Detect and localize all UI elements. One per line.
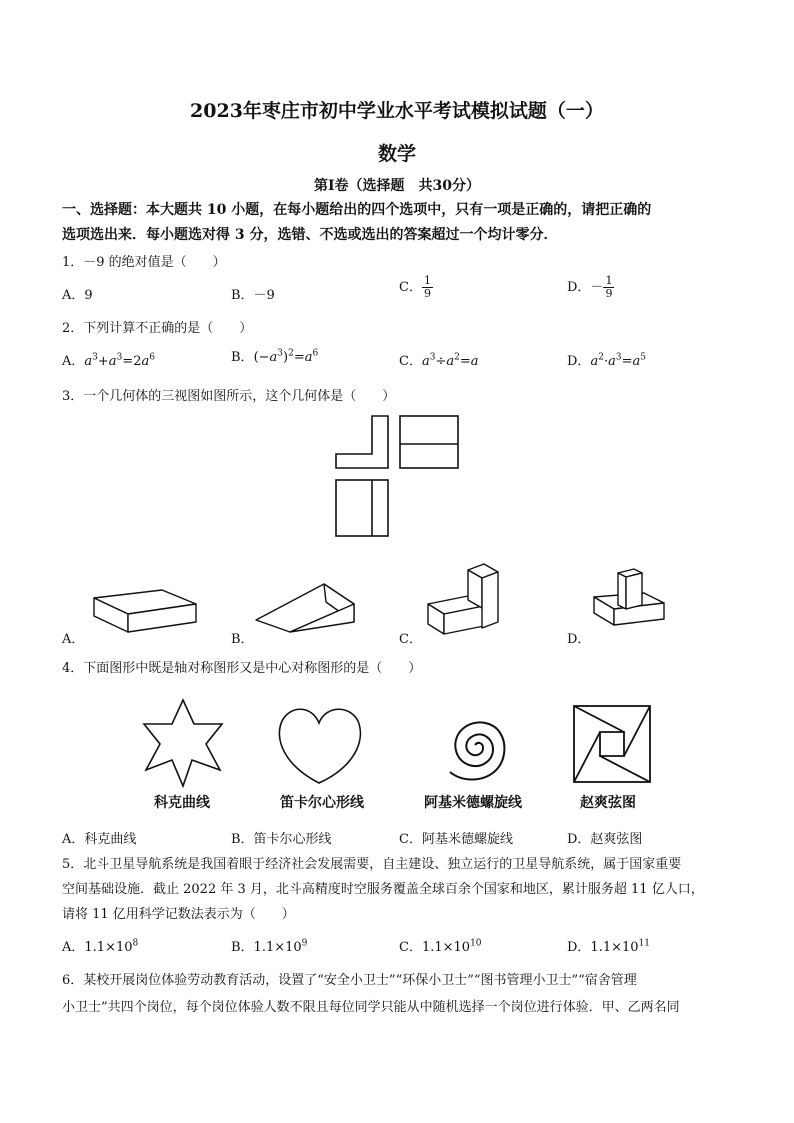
q4-option-d: D．赵爽弦图 [567, 832, 643, 847]
q3-option-a: A． [62, 632, 85, 647]
spiral-shape [450, 722, 504, 779]
solid-b-wedge [254, 578, 358, 638]
fig-label-cardioid: 笛卡尔心形线 [280, 795, 364, 811]
q2-option-b: B．$(-a^3)^2=a^6$ [231, 348, 319, 365]
fig-label-zhaoshuang: 赵爽弦图 [580, 795, 636, 811]
section-instructions-line2: 选项选出来．每小题选对得 3 分，选错、不选或选出的答案超过一个均计零分． [62, 227, 558, 243]
hexagram-shape [144, 700, 222, 786]
q1-stem: 1．－9 的绝对值是（ ） [62, 255, 226, 270]
q2-option-c: C．$a^3\div a^2=a$ [399, 352, 479, 369]
q1-option-d: D．－ $\frac{1}{9}$ [567, 274, 613, 300]
q6-line2: 小卫士”共四个岗位，每个岗位体验人数不限且每位同学只能从中随机选择一个岗位进行体验．甲、乙两名同 [62, 1000, 680, 1015]
q2-option-d: D．$a^2\cdot a^3=a^5$ [567, 352, 646, 369]
q5-line2: 空间基础设施．截止 2022 年 3 月，北斗高精度时空服务覆盖全球百余个国家和地区，累计服务超 11 亿人口， [62, 882, 704, 897]
three-view-figure [330, 410, 460, 540]
zhao-shuang-figure [572, 704, 652, 784]
q3-stem: 3．一个几何体的三视图如图所示，这个几何体是（ ） [62, 389, 396, 404]
q2-stem: 2．下列计算不正确的是（ ） [62, 321, 253, 336]
q1-option-a: A．9 [62, 288, 93, 303]
q5-option-a: A．$1.1\times 10^8$ [62, 938, 139, 955]
solid-d-post [590, 565, 670, 637]
q4-option-c: C．阿基米德螺旋线 [399, 832, 513, 847]
subject-title: 数学 [377, 143, 416, 165]
q3-option-b: B． [231, 632, 254, 647]
q5-option-c: C．$1.1\times 10^{10}$ [399, 938, 482, 955]
fig-label-koch: 科克曲线 [154, 795, 210, 811]
q1-option-b: B．－9 [231, 288, 275, 303]
q5-option-d: D．$1.1\times 10^{11}$ [567, 938, 650, 955]
exam-title: 2023年枣庄市初中学业水平考试模拟试题（一） [190, 100, 604, 122]
archimedean-spiral-figure [428, 700, 522, 790]
koch-curve-figure [138, 698, 228, 788]
section-instructions-line1: 一、选择题：本大题共 10 小题，在每小题给出的四个选项中，只有一项是正确的，请把正确的 [62, 202, 652, 218]
fig-label-spiral: 阿基米德螺旋线 [424, 795, 522, 811]
q4-stem: 4．下面图形中既是轴对称图形又是中心对称图形的是（ ） [62, 661, 422, 676]
front-view [336, 416, 388, 468]
q1-option-c: C． $\frac{1}{9}$ [399, 274, 431, 300]
q3-option-d: D． [567, 632, 591, 647]
solid-a-slab [90, 588, 200, 638]
cardioid-figure [274, 705, 364, 785]
q2-option-a: A．$a^3+a^3=2a^6$ [62, 352, 155, 369]
heart-shape [279, 709, 360, 783]
top-view [336, 480, 388, 536]
side-view [400, 416, 458, 468]
q3-option-c: C． [399, 632, 422, 647]
q6-line1: 6．某校开展岗位体验劳动教育活动，设置了“安全小卫士”“环保小卫士”“图书管理小卫士”“宿舍管理 [62, 973, 637, 988]
q5-line3: 请将 11 亿用科学记数法表示为（ ） [62, 907, 295, 922]
q5-line1: 5．北斗卫星导航系统是我国着眼于经济社会发展需要，自主建设、独立运行的卫星导航系统，属于国家重要 [62, 857, 682, 872]
q5-option-b: B．$1.1\times 10^9$ [231, 938, 308, 955]
q4-option-b: B．笛卡尔心形线 [231, 832, 332, 847]
part-heading: 第Ⅰ卷（选择题 共30分） [313, 178, 481, 194]
solid-c-lshape [424, 560, 504, 640]
q4-option-a: A．科克曲线 [62, 832, 137, 847]
